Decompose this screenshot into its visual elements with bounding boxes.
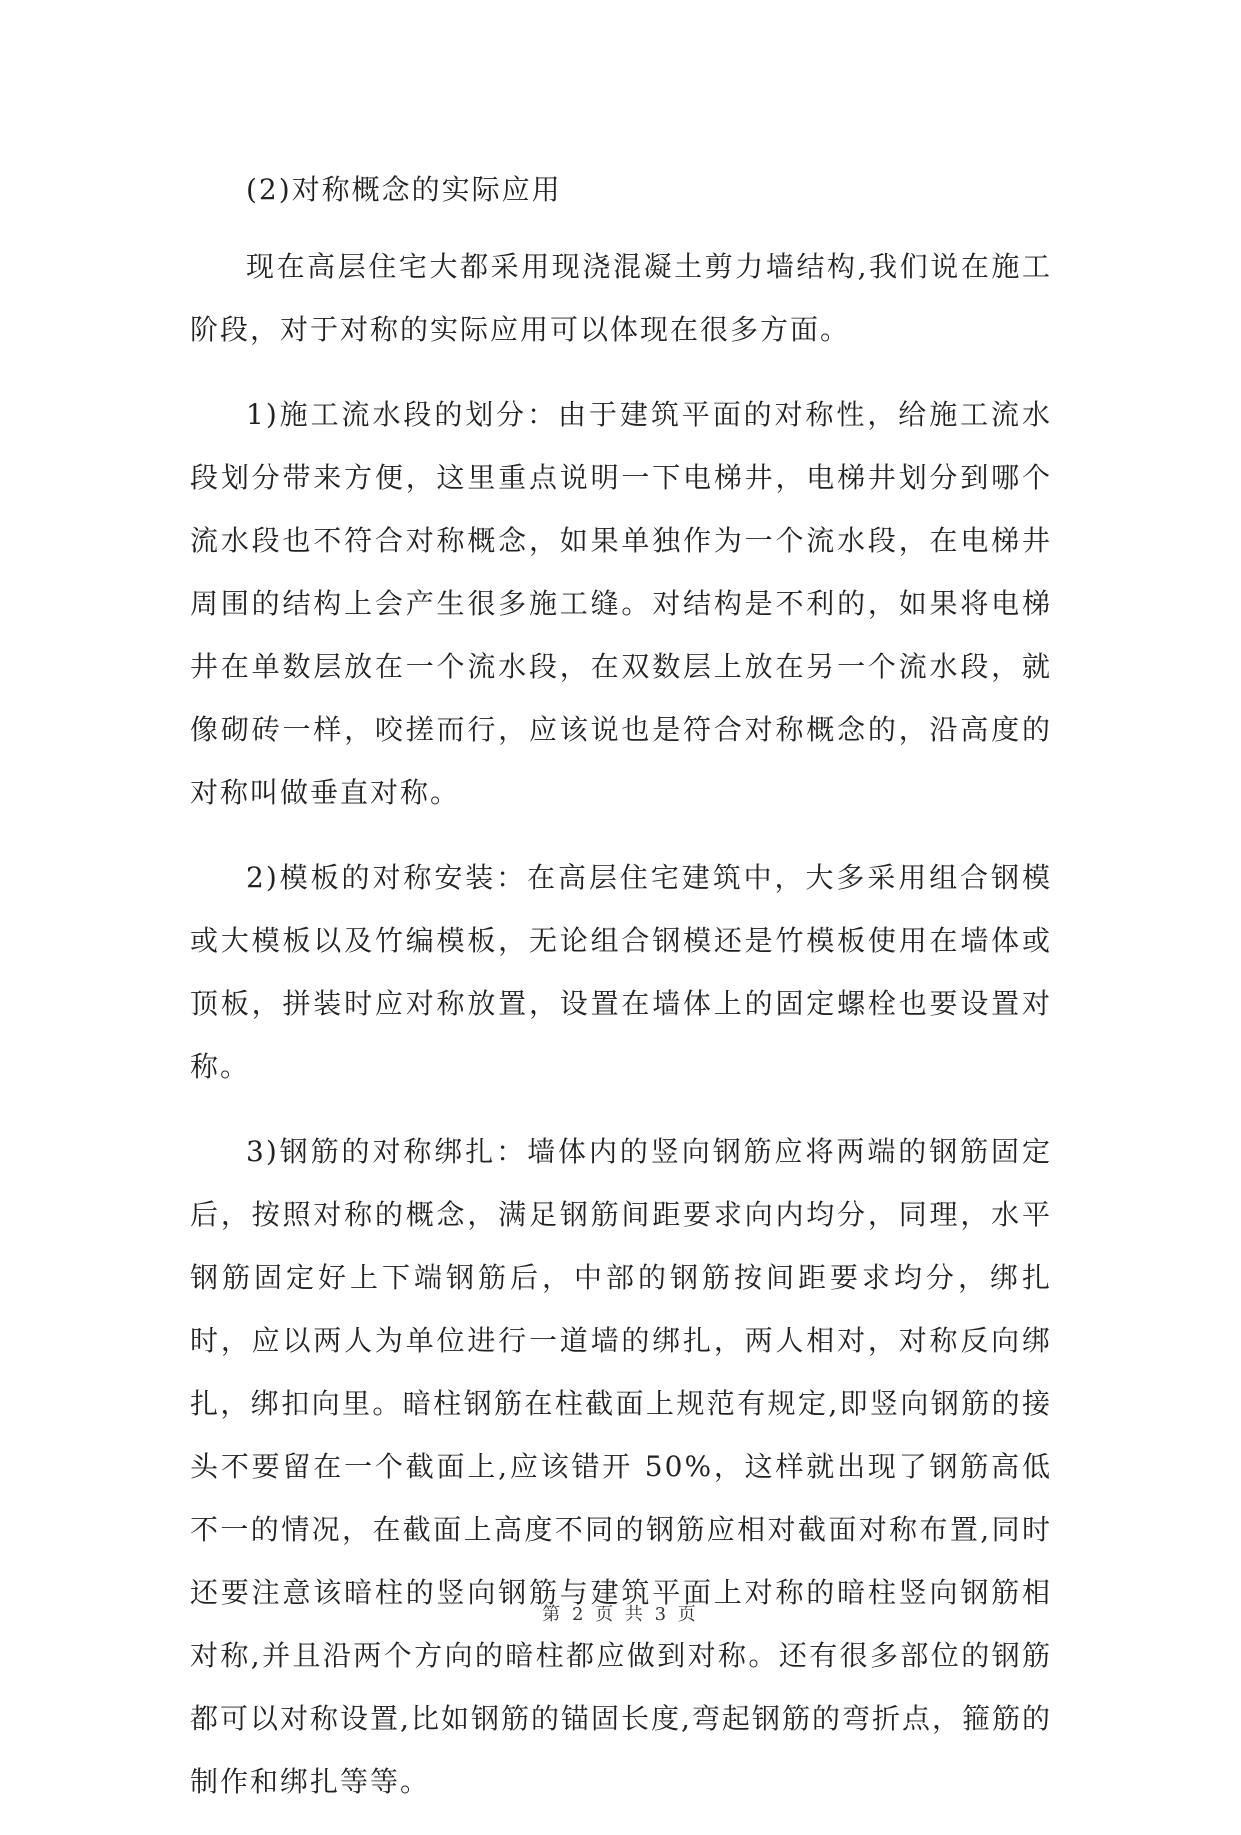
paragraph-rebar: 3)钢筋的对称绑扎：墙体内的竖向钢筋应将两端的钢筋固定后，按照对称的概念，满足钢筋间距要求向内均分，同理，水平钢筋固定好上下端钢筋后，中部的钢筋按间距要求均分，绑扎时，应以两人为单位进行一道墙的绑扎，两人相对，对称反向绑扎，绑扣向里。暗柱钢筋在柱截面上规范有规定,即竖向钢筋的接头不要留在一个截面上,应该错开 50%，这样就出现了钢筋高低不一的情况，在截面上高度不同的钢筋应相对截面对称布置,同时还要注意该暗柱的竖向钢筋与建筑平面上对称的暗柱竖向钢筋相对称,并且沿两个方向的暗柱都应做到对称。还有很多部位的钢筋都可以对称设置,比如钢筋的锚固长度,弯起钢筋的弯折点，箍筋的制作和绑扎等等。 <box>190 1135 1052 1798</box>
section-heading: (2)对称概念的实际应用 <box>246 173 562 206</box>
page-number-footer: 第 2 页 共 3 页 <box>542 1604 699 1625</box>
intro-paragraph: 现在高层住宅大都采用现浇混凝土剪力墙结构,我们说在施工阶段，对于对称的实际应用可以体现在很多方面。 <box>190 250 1052 346</box>
paragraph-formwork: 2)模板的对称安装：在高层住宅建筑中，大多采用组合钢模或大模板以及竹编模板，无论组合钢模还是竹模板使用在墙体或顶板，拼装时应对称放置，设置在墙体上的固定螺栓也要设置对称。 <box>190 861 1052 1083</box>
paragraph-construction-sections: 1)施工流水段的划分：由于建筑平面的对称性，给施工流水段划分带来方便，这里重点说明一下电梯井，电梯井划分到哪个流水段也不符合对称概念，如果单独作为一个流水段，在电梯井周围的结构上会产生很多施工缝。对结构是不利的，如果将电梯井在单数层放在一个流水段，在双数层上放在另一个流水段，就像砌砖一样，咬搓而行，应该说也是符合对称概念的，沿高度的对称叫做垂直对称。 <box>190 398 1052 809</box>
document-body <box>190 158 1052 1835</box>
